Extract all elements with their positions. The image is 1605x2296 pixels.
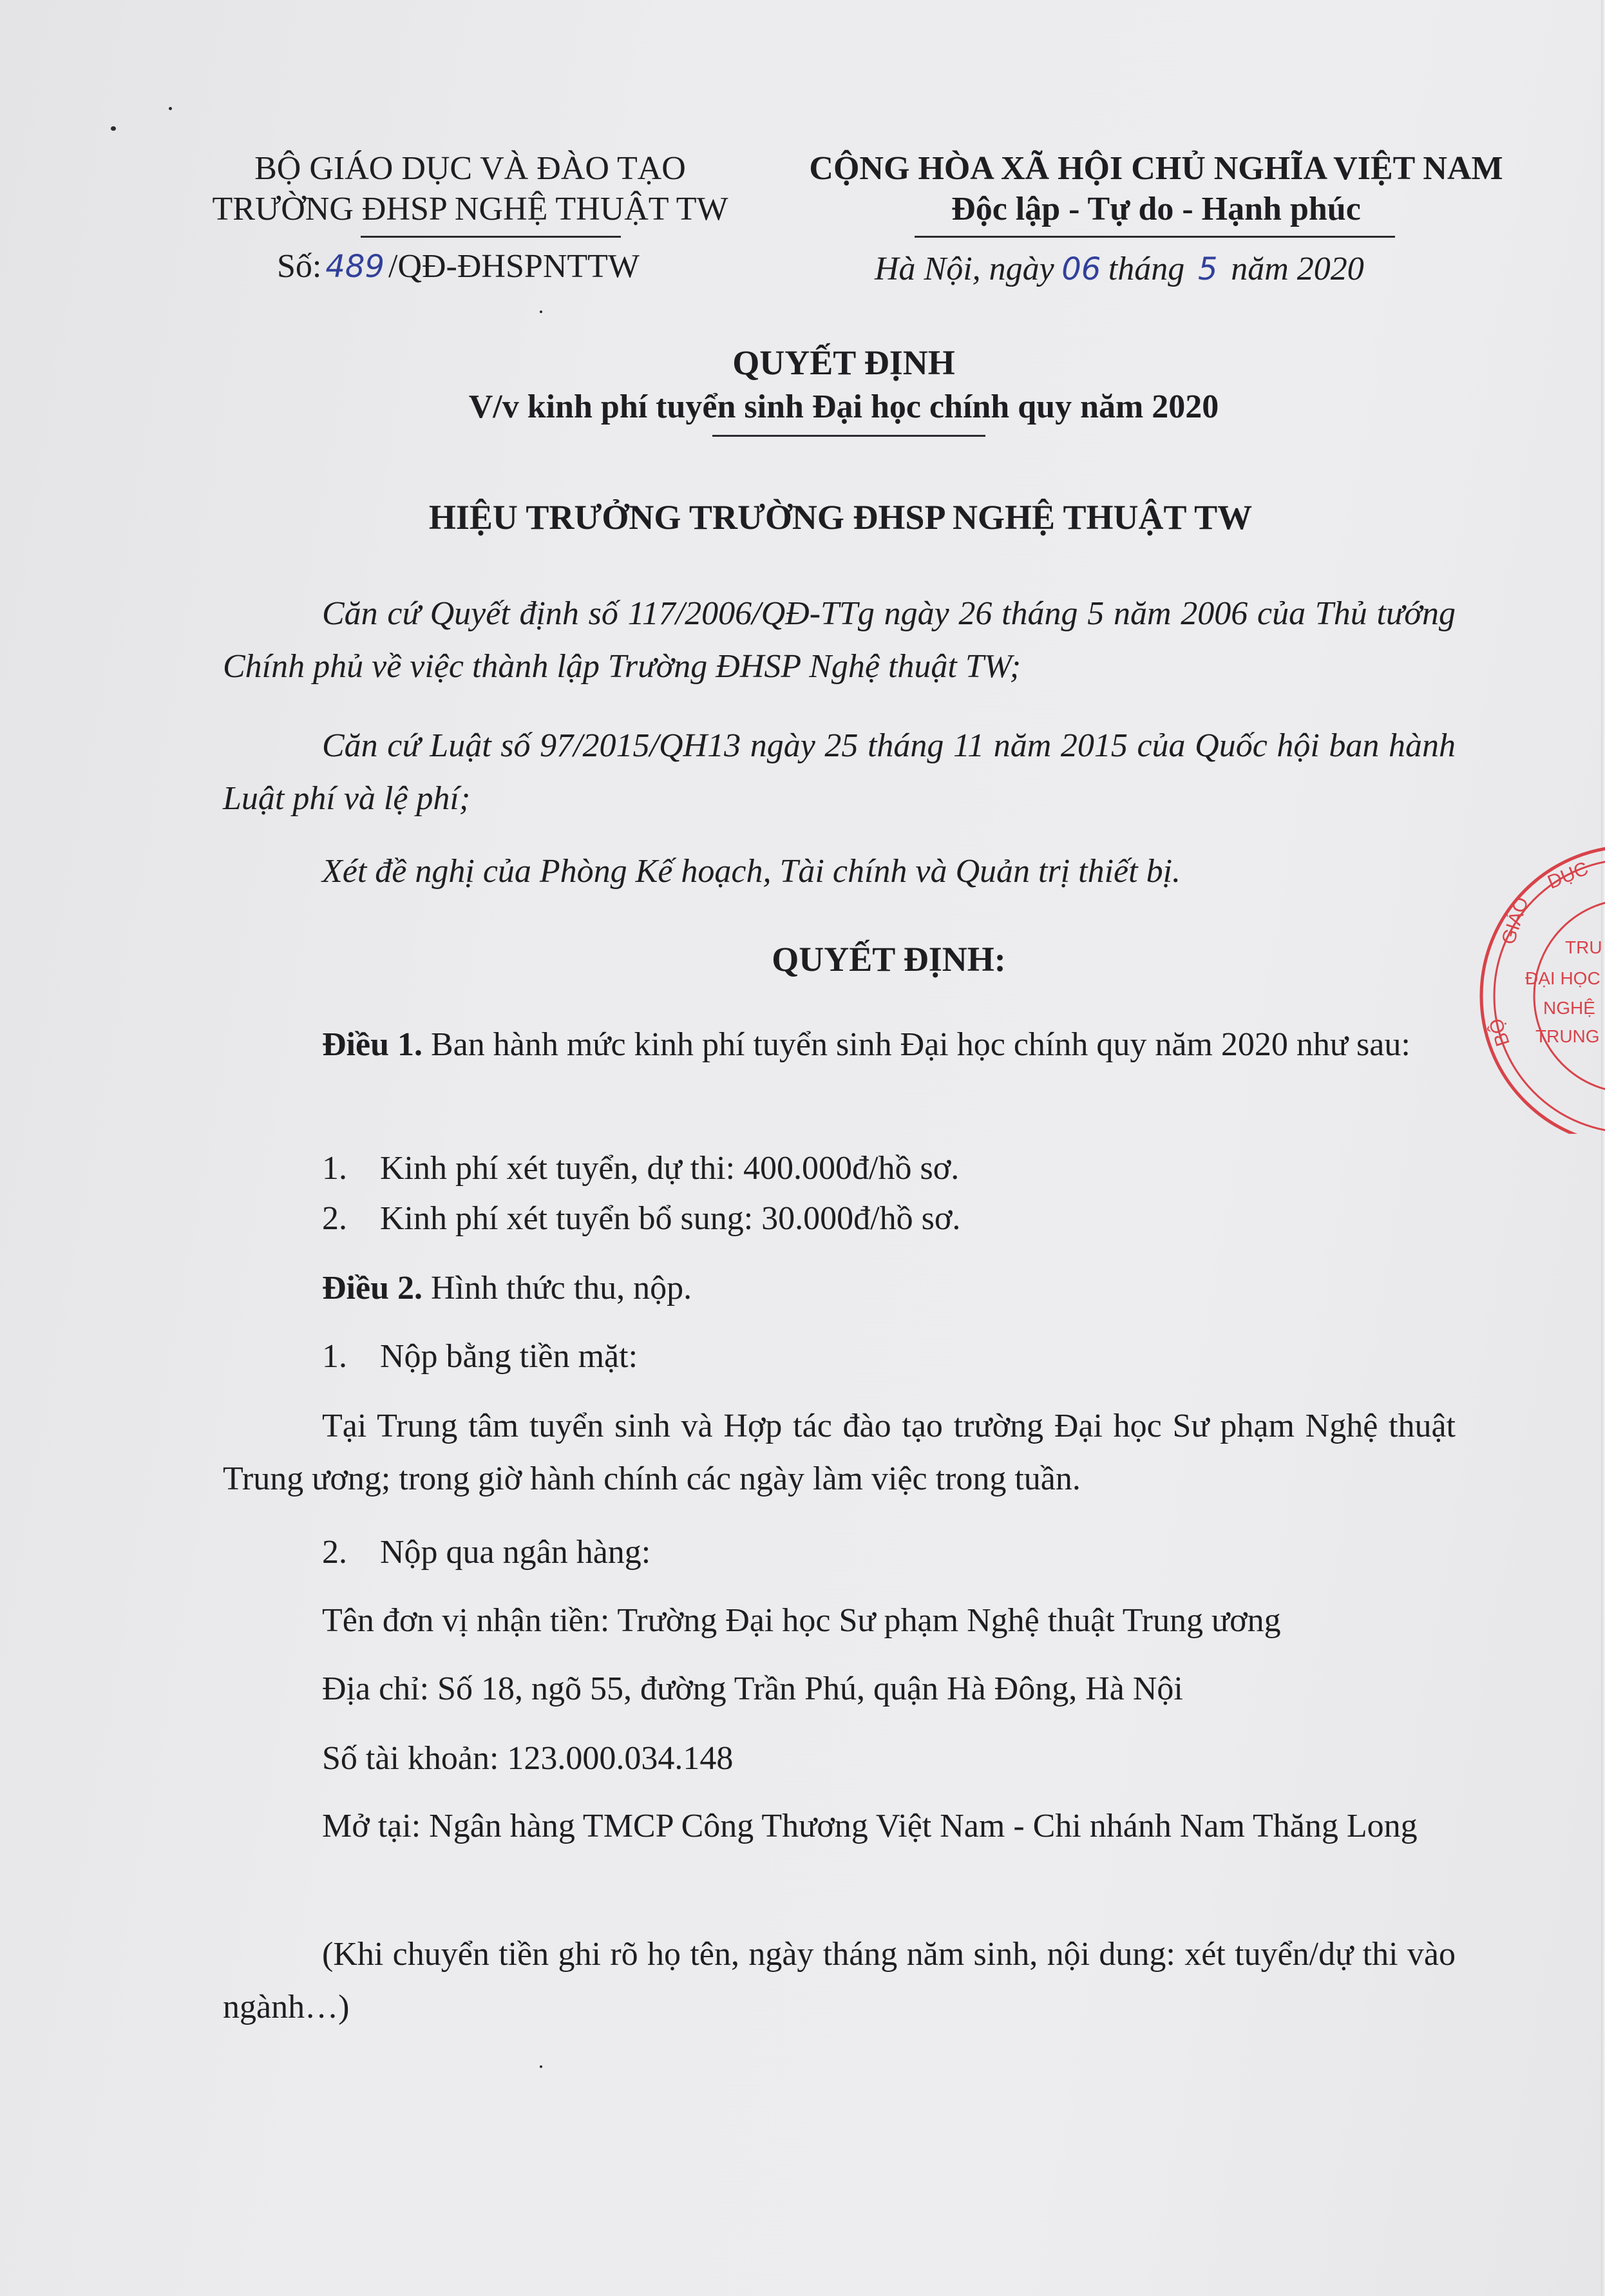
- stamp-outer-ring: [1481, 847, 1605, 1134]
- article-1-item: [322, 1202, 960, 1236]
- motto-underline: [915, 236, 1395, 238]
- handwritten-month: 5: [1197, 251, 1218, 287]
- item-text: Kinh phí xét tuyển bổ sung: 30.000đ/hồ sơ.: [380, 1200, 961, 1237]
- national-motto: Độc lập - Tự do - Hạnh phúc: [951, 191, 1361, 227]
- stamp-text: TRUNG: [1535, 1026, 1600, 1046]
- bank-recipient: Tên đơn vị nhận tiền: Trường Đại học Sư phạm Nghệ thuật Trung ương: [322, 1602, 1281, 1639]
- subject-underline: [712, 435, 985, 437]
- number-prefix: Số:: [277, 248, 322, 285]
- date-month-label: tháng: [1108, 251, 1185, 287]
- article-1: [223, 1019, 1456, 1071]
- basis-paragraph: Căn cứ Quyết định số 117/2006/QĐ-TTg ngày 26 tháng 5 năm 2006 của Thủ tướng Chính phủ về việc thành lập Trường ĐHSP Nghệ thuật TW;: [223, 595, 1456, 685]
- document-number: [277, 247, 640, 285]
- stamp-text: TRU: [1565, 937, 1602, 957]
- date-place: Hà Nội, ngày: [875, 251, 1054, 287]
- item-number: 2.: [322, 1534, 347, 1571]
- speck: [111, 126, 116, 131]
- basis-paragraph: Căn cứ Luật số 97/2015/QH13 ngày 25 tháng 11 năm 2015 của Quốc hội ban hành Luật phí và lệ phí;: [223, 727, 1456, 817]
- decision-heading: QUYẾT ĐỊNH:: [772, 940, 1006, 979]
- stamp-text: GIÁO: [1497, 894, 1533, 948]
- transfer-note: (Khi chuyển tiền ghi rõ họ tên, ngày tháng năm sinh, nội dung: xét tuyển/dự thi vào ngành…): [223, 1936, 1456, 2025]
- item-text: Kinh phí xét tuyển, dự thi: 400.000đ/hồ sơ.: [380, 1150, 960, 1187]
- number-suffix: /QĐ-ĐHSPNTTW: [388, 248, 640, 285]
- bank-name: Mở tại: Ngân hàng TMCP Công Thương Việt Nam - Chi nhánh Nam Thăng Long: [322, 1808, 1418, 1844]
- cash-heading: [322, 1340, 638, 1373]
- date-year-label: năm 2020: [1231, 251, 1364, 287]
- cash-heading-text: Nộp bằng tiền mặt:: [380, 1338, 638, 1375]
- stamp-center-ring: [1534, 899, 1605, 1093]
- article-1-label: Điều 1.: [322, 1026, 423, 1063]
- document-subject: V/v kinh phí tuyển sinh Đại học chính quy năm 2020: [468, 388, 1219, 425]
- issue-date: [875, 250, 1364, 288]
- page-edge: [1601, 0, 1605, 2296]
- article-2-text: Hình thức thu, nộp.: [431, 1270, 692, 1306]
- stamp-text: DỤC: [1544, 857, 1591, 894]
- bank-heading-text: Nộp qua ngân hàng:: [380, 1534, 651, 1571]
- stamp-text: NGHỆ: [1543, 998, 1595, 1018]
- official-stamp: [1468, 837, 1605, 1134]
- stamp-text: ĐẠI HỌC: [1525, 968, 1600, 988]
- bank-account: Số tài khoản: 123.000.034.148: [322, 1740, 734, 1777]
- handwritten-number: 489: [325, 249, 385, 285]
- ministry-name: BỘ GIÁO DỤC VÀ ĐÀO TẠO: [254, 150, 686, 187]
- article-2: [322, 1272, 692, 1305]
- document-title: QUYẾT ĐỊNH: [732, 343, 955, 382]
- item-number: 2.: [322, 1200, 347, 1237]
- authority-heading: HIỆU TRƯỞNG TRƯỜNG ĐHSP NGHỆ THUẬT TW: [428, 498, 1253, 537]
- school-name: TRƯỜNG ĐHSP NGHỆ THUẬT TW: [212, 191, 728, 227]
- speck: [540, 2065, 542, 2068]
- bank-heading: [322, 1536, 651, 1569]
- speck: [169, 107, 172, 110]
- stamp-text: BỘ: [1485, 1015, 1514, 1049]
- item-number: 1.: [322, 1338, 347, 1375]
- cash-details: Tại Trung tâm tuyển sinh và Hợp tác đào tạo trường Đại học Sư phạm Nghệ thuật Trung ương; trong giờ hành chính các ngày làm việc trong tuần.: [223, 1408, 1456, 1497]
- basis-paragraph: Xét đề nghị của Phòng Kế hoạch, Tài chính và Quản trị thiết bị.: [322, 853, 1181, 890]
- school-underline: [361, 236, 621, 238]
- article-1-item: [322, 1152, 959, 1185]
- country-name: CỘNG HÒA XÃ HỘI CHỦ NGHĨA VIỆT NAM: [809, 150, 1503, 187]
- handwritten-day: 06: [1061, 251, 1101, 287]
- bank-address: Địa chỉ: Số 18, ngõ 55, đường Trần Phú, quận Hà Đông, Hà Nội: [322, 1670, 1183, 1707]
- speck: [540, 311, 542, 313]
- article-1-text: Ban hành mức kinh phí tuyển sinh Đại học chính quy năm 2020 như sau:: [431, 1026, 1410, 1063]
- article-2-label: Điều 2.: [322, 1270, 423, 1306]
- item-number: 1.: [322, 1150, 347, 1187]
